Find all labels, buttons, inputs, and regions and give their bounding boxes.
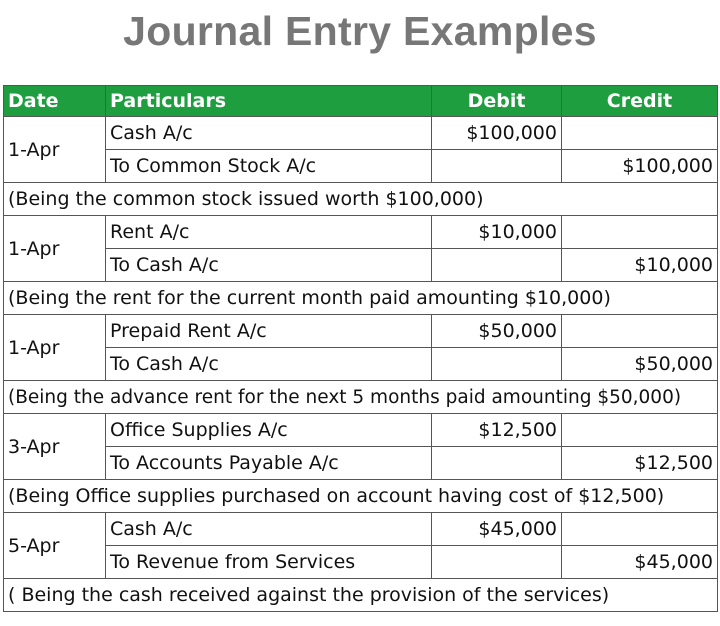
debit-amount: $12,500 xyxy=(432,414,562,447)
narration-row xyxy=(4,183,718,216)
entry-date: 3-Apr xyxy=(4,414,106,480)
narration: (Being the advance rent for the next 5 months paid amounting $50,000) xyxy=(4,381,718,414)
credit-amount: $45,000 xyxy=(562,546,718,579)
credit-account: To Common Stock A/c xyxy=(106,150,432,183)
narration: ( Being the cash received against the provision of the services) xyxy=(4,579,718,612)
header-credit: Credit xyxy=(562,86,718,117)
entry-date: 1-Apr xyxy=(4,216,106,282)
header-row xyxy=(4,86,718,117)
debit-account: Prepaid Rent A/c xyxy=(106,315,432,348)
entry-credit-row xyxy=(4,249,718,282)
entry-date: 1-Apr xyxy=(4,117,106,183)
debit-amount: $45,000 xyxy=(432,513,562,546)
entry-debit-row xyxy=(4,513,718,546)
credit-account: To Revenue from Services xyxy=(106,546,432,579)
credit-account: To Cash A/c xyxy=(106,249,432,282)
entry-credit-row xyxy=(4,348,718,381)
entry-debit-row xyxy=(4,216,718,249)
entry-credit-row xyxy=(4,150,718,183)
debit-amount-empty xyxy=(432,150,562,183)
debit-account: Cash A/c xyxy=(106,117,432,150)
credit-amount: $12,500 xyxy=(562,447,718,480)
credit-amount-empty xyxy=(562,414,718,447)
debit-amount-empty xyxy=(432,348,562,381)
narration-row xyxy=(4,282,718,315)
narration-row xyxy=(4,381,718,414)
narration: (Being the rent for the current month paid amounting $10,000) xyxy=(4,282,718,315)
entry-debit-row xyxy=(4,117,718,150)
header-date: Date xyxy=(4,86,106,117)
entry-date: 1-Apr xyxy=(4,315,106,381)
narration-row xyxy=(4,480,718,513)
narration-row xyxy=(4,579,718,612)
entry-date: 5-Apr xyxy=(4,513,106,579)
credit-amount: $100,000 xyxy=(562,150,718,183)
entry-debit-row xyxy=(4,414,718,447)
debit-amount: $10,000 xyxy=(432,216,562,249)
credit-amount-empty xyxy=(562,216,718,249)
header-debit: Debit xyxy=(432,86,562,117)
debit-account: Rent A/c xyxy=(106,216,432,249)
page-title: Journal Entry Examples xyxy=(123,8,597,54)
credit-amount-empty xyxy=(562,513,718,546)
credit-account: To Accounts Payable A/c xyxy=(106,447,432,480)
entry-credit-row xyxy=(4,447,718,480)
narration: (Being Office supplies purchased on account having cost of $12,500) xyxy=(4,480,718,513)
credit-amount: $50,000 xyxy=(562,348,718,381)
debit-account: Office Supplies A/c xyxy=(106,414,432,447)
credit-amount: $10,000 xyxy=(562,249,718,282)
credit-amount-empty xyxy=(562,315,718,348)
debit-amount-empty xyxy=(432,546,562,579)
debit-amount: $50,000 xyxy=(432,315,562,348)
debit-amount-empty xyxy=(432,249,562,282)
debit-amount: $100,000 xyxy=(432,117,562,150)
credit-account: To Cash A/c xyxy=(106,348,432,381)
credit-amount-empty xyxy=(562,117,718,150)
debit-account: Cash A/c xyxy=(106,513,432,546)
narration: (Being the common stock issued worth $100,000) xyxy=(4,183,718,216)
debit-amount-empty xyxy=(432,447,562,480)
entry-credit-row xyxy=(4,546,718,579)
entry-debit-row xyxy=(4,315,718,348)
journal-table xyxy=(3,85,718,612)
header-particulars: Particulars xyxy=(106,86,432,117)
